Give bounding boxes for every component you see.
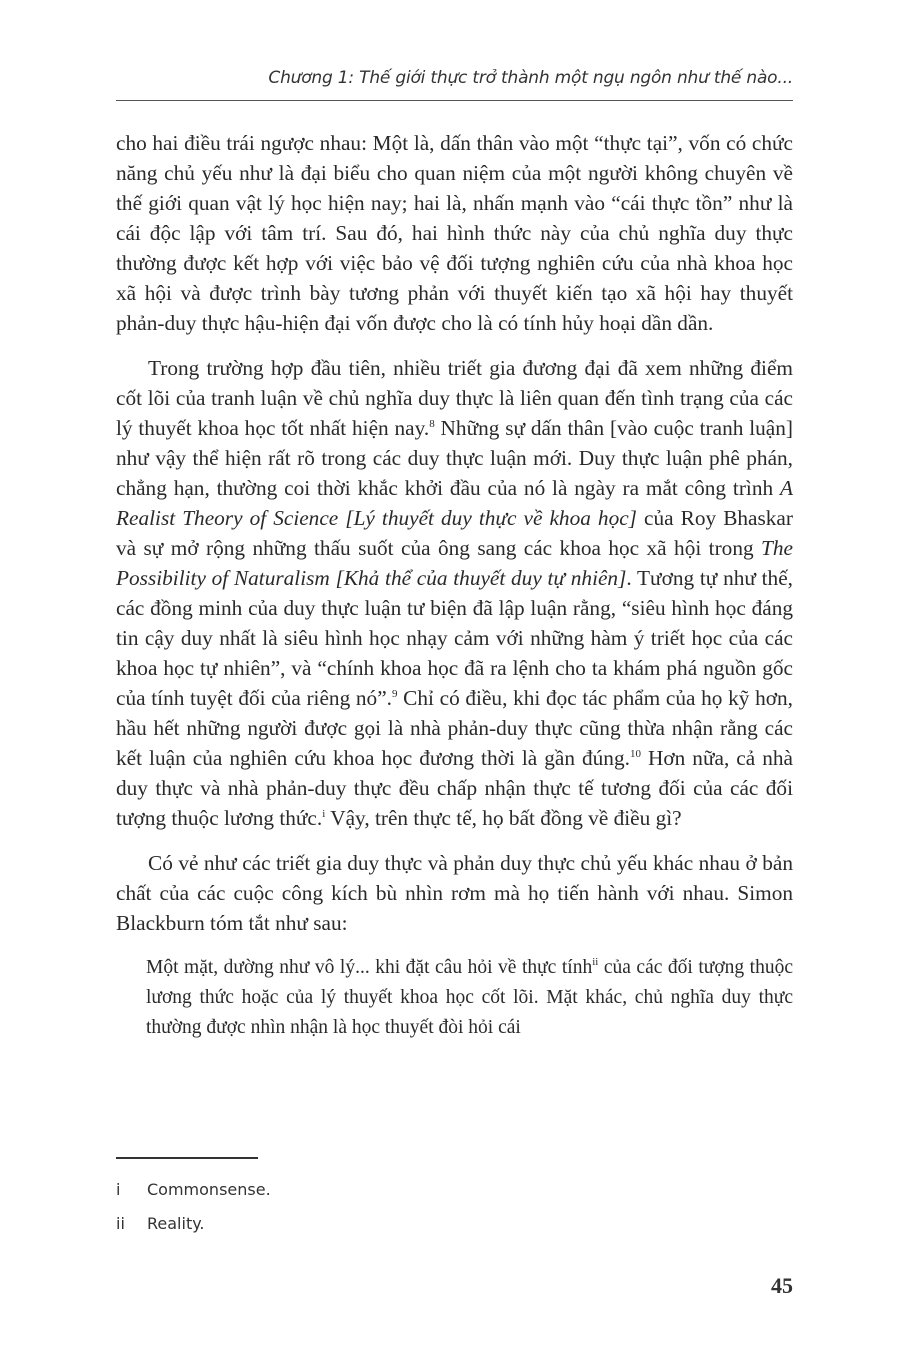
p2-text-a: Trong trường hợp đầu tiên, nhiều triết gia đương đại đã xem những điểm cốt lõi của tranh luận về chủ nghĩa duy thực là liên quan đến tình trạng của các lý thuyết khoa học tốt nhất hiện nay.	[116, 356, 793, 440]
p2-text-c: của Roy Bhaskar và sự mở rộng những thấu suốt của ông sang các khoa học xã hội trong	[116, 506, 793, 560]
header-rule	[116, 100, 793, 101]
footnote-text: Commonsense.	[147, 1180, 271, 1199]
paragraph-1: cho hai điều trái ngược nhau: Một là, dấn thân vào một “thực tại”, vốn có chức năng chủ yếu như là đại biểu cho quan niệm của một người không chuyên về thế giới quan vật lý học hiện nay; hai là, nhấn mạnh vào “cái thực tồn” như là cái độc lập với tâm trí. Sau đó, hai hình thức này của chủ nghĩa duy thực thường được kết hợp với việc bảo vệ đối tượng nghiên cứu của nhà khoa học xã hội và được trình bày tương phản với thuyết kiến tạo xã hội hay thuyết phản-duy thực hậu-hiện đại vốn được cho là có tính hủy hoại dần dần.	[116, 131, 793, 335]
footnote-ii	[116, 1214, 716, 1236]
footnotes	[116, 1180, 716, 1248]
p2-text-e: Chỉ có điều, khi đọc tác phẩm của họ kỹ hơn, hầu hết những người được gọi là nhà phản-duy thực cũng thừa nhận rằng các kết luận của nghiên cứu khoa học đương thời là gần đúng.	[116, 686, 793, 770]
footnote-ref-i[interactable]: i	[322, 808, 326, 820]
quote-text-a: Một mặt, dường như vô lý... khi đặt câu hỏi về thực tính	[146, 957, 593, 978]
footnote-i	[116, 1180, 716, 1202]
footnote-ref-ii[interactable]: ii	[592, 956, 599, 968]
block-quote	[146, 953, 793, 1043]
book-title-possibility-naturalism: The Possibility of Naturalism [Khả thể của thuyết duy tự nhiên]	[116, 536, 793, 590]
body-text	[116, 128, 793, 1043]
paragraph-3: Có vẻ như các triết gia duy thực và phản duy thực chủ yếu khác nhau ở bản chất của các cuộc công kích bù nhìn rơm mà họ tiến hành với nhau. Simon Blackburn tóm tắt như sau:	[116, 851, 793, 935]
footnote-ref-10[interactable]: 10	[629, 748, 641, 760]
p2-text-g: Vậy, trên thực tế, họ bất đồng về điều gì?	[325, 806, 682, 830]
footnote-ref-8[interactable]: 8	[429, 418, 435, 430]
paragraph-2	[116, 353, 793, 833]
running-header: Chương 1: Thế giới thực trở thành một ngụ ngôn như thế nào...	[268, 68, 793, 88]
p2-text-f: Hơn nữa, cả nhà duy thực và nhà phản-duy thực đều chấp nhận thực tế tương đối của các đối tượng thuộc lương thức.	[116, 746, 793, 830]
p2-text-b: Những sự dấn thân [vào cuộc tranh luận] như vậy thể hiện rất rõ trong các duy thực luận mới. Duy thực luận phê phán, chẳng hạn, thường coi thời khắc khởi đầu của nó là ngày ra mắt công trình	[116, 416, 793, 500]
footnote-mark: i	[116, 1180, 121, 1199]
footnote-ref-9[interactable]: 9	[391, 688, 398, 700]
book-title-realist-theory: A Realist Theory of Science [Lý thuyết duy thực về khoa học]	[116, 476, 793, 530]
footnote-mark: ii	[116, 1214, 125, 1233]
p2-text-d: . Tương tự như thế, các đồng minh của duy thực luận tư biện đã lập luận rằng, “siêu hình học đáng tin cậy duy nhất là siêu hình học nhạy cảm với những hàm ý triết học của các khoa học tự nhiên”, và “chính khoa học đã ra lệnh cho ta khám phá nguồn gốc của tính tuyệt đối của riêng nó”.	[116, 566, 793, 710]
page-number: 45	[771, 1273, 793, 1298]
footnote-text: Reality.	[147, 1214, 205, 1233]
footnote-rule	[116, 1157, 258, 1159]
quote-text-b: của các đối tượng thuộc lương thức hoặc của lý thuyết khoa học cốt lõi. Mặt khác, chủ nghĩa duy thực thường được nhìn nhận là học thuyết đòi hỏi cái	[146, 957, 793, 1038]
